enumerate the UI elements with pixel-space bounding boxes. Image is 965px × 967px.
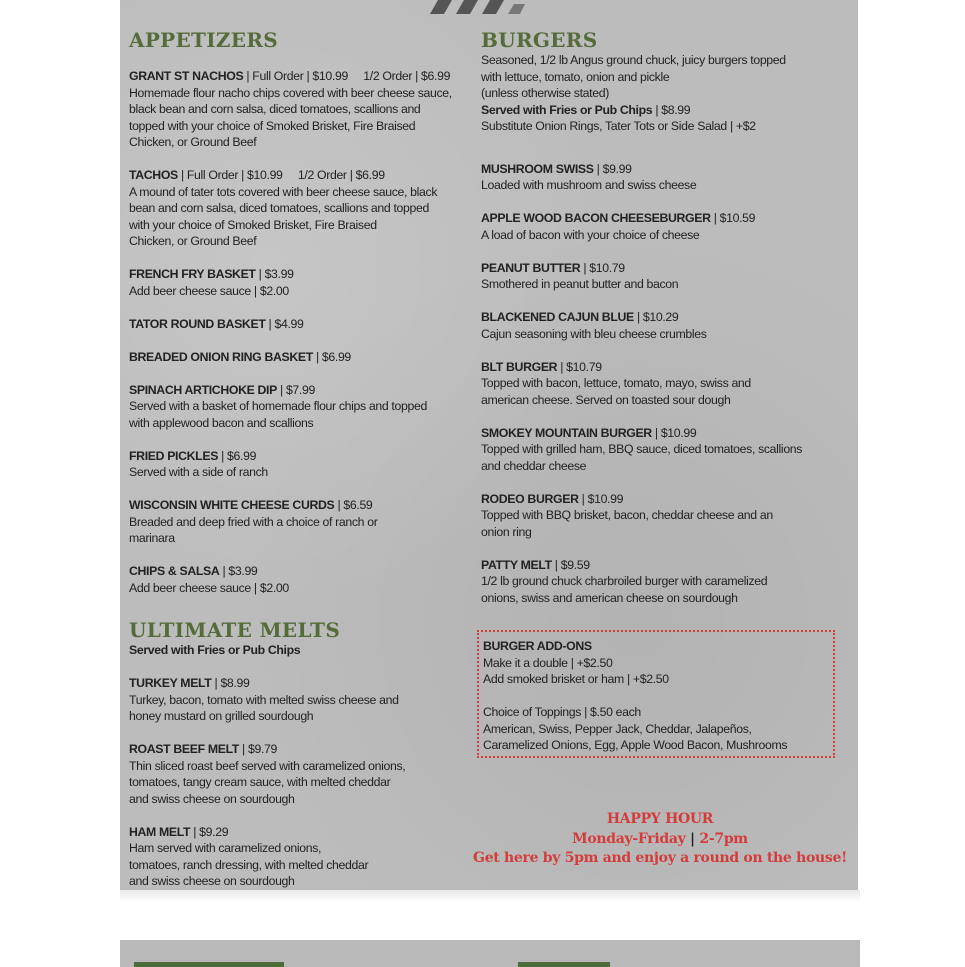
- item-desc: and cheddar cheese: [481, 458, 587, 473]
- item-desc: Topped with bacon, lettuce, tomato, mayo, swiss and: [481, 376, 751, 390]
- addon-line: Make it a double | +$2.50: [483, 655, 613, 670]
- item-desc: onions, swiss and american cheese on sourdough: [481, 590, 738, 605]
- item-desc: Smothered in peanut butter and bacon: [481, 277, 679, 291]
- item-desc: Loaded with mushroom and swiss cheese: [481, 178, 697, 192]
- item-desc: A load of bacon with your choice of cheese: [481, 227, 700, 242]
- menu-item-patty-melt: PATTY MELT | $9.59 1/2 lb ground chuck charbroiled burger with caramelized onions, swiss and american cheese on sourdough: [481, 557, 851, 607]
- right-column: [481, 28, 851, 606]
- item-desc: american cheese. Served on toasted sour dough: [481, 392, 731, 407]
- menu-item-roast-beef-melt: ROAST BEEF MELT | $9.79 Thin sliced roast beef served with caramelized onions, tomatoes, tangy cream sauce, with melted cheddar and swiss cheese on sourdough: [129, 741, 481, 807]
- item-desc: Chicken, or Ground Beef: [129, 135, 257, 149]
- addon-line: American, Swiss, Pepper Jack, Cheddar, Jalapeños,: [483, 721, 752, 736]
- menu-item-rodeo-burger: RODEO BURGER | $10.99 Topped with BBQ brisket, bacon, cheddar cheese and an onion ring: [481, 491, 851, 541]
- item-desc: Breaded and deep fried with a choice of ranch or: [129, 514, 378, 529]
- item-desc: onion ring: [481, 524, 532, 539]
- menu-item-nachos: GRANT ST NACHOS | Full Order | $10.99 1/2 Order | $6.99 Homemade flour nacho chips covered with beer cheese sauce, black bean and corn salsa, diced tomatoes, scallions and topped with your choice of Smoked Brisket, Fire Braised Chicken, or Ground Beef: [129, 68, 481, 151]
- happy-hour-tagline: Get here by 5pm and enjoy a round on the house!: [473, 850, 847, 866]
- menu-item-applewood-cheeseburger: APPLE WOOD BACON CHEESEBURGER | $10.59 A load of bacon with your choice of cheese: [481, 210, 851, 243]
- item-desc: tomatoes, tangy cream sauce, with melted cheddar: [129, 775, 391, 789]
- next-page-heading-bar: [518, 962, 610, 967]
- logo-fragment-icon: [430, 0, 525, 14]
- item-desc: Served with a basket of homemade flour chips and topped: [129, 399, 427, 413]
- menu-item-onion-ring-basket: BREADED ONION RING BASKET | $6.99: [129, 349, 351, 364]
- addon-line: Caramelized Onions, Egg, Apple Wood Bacon, Mushrooms: [483, 738, 788, 752]
- addon-line: Choice of Toppings | $.50 each: [483, 705, 641, 719]
- burgers-heading: BURGERS: [481, 28, 598, 52]
- menu-item-french-fry-basket: FRENCH FRY BASKET | $3.99 Add beer cheese sauce | $2.00: [129, 266, 481, 299]
- menu-item-tachos: TACHOS | Full Order | $10.99 1/2 Order | $6.99 A mound of tater tots covered with beer cheese sauce, black bean and corn salsa, diced tomatoes, scallions and topped with your choice of Smoked Brisket, Fire Braised Chicken, or Ground Beef: [129, 167, 481, 250]
- item-desc: A mound of tater tots covered with beer cheese sauce, black: [129, 184, 438, 199]
- melts-subheading: Served with Fries or Pub Chips: [129, 643, 301, 657]
- menu-item-spinach-dip: SPINACH ARTICHOKE DIP | $7.99 Served with a basket of homemade flour chips and topped with applewood bacon and scallions: [129, 382, 481, 432]
- item-desc: black bean and corn salsa, diced tomatoes, scallions and: [129, 102, 421, 116]
- menu-page: [120, 0, 858, 890]
- menu-item-turkey-melt: TURKEY MELT | $8.99 Turkey, bacon, tomato with melted swiss cheese and honey mustard on grilled sourdough: [129, 675, 481, 725]
- item-desc: Add beer cheese sauce | $2.00: [129, 283, 289, 298]
- menu-item-peanut-butter: PEANUT BUTTER | $10.79 Smothered in peanut butter and bacon: [481, 260, 851, 293]
- happy-hour-time: 2-7pm: [699, 830, 748, 847]
- item-desc: and swiss cheese on sourdough: [129, 874, 295, 888]
- menu-item-fried-pickles: FRIED PICKLES | $6.99 Served with a side of ranch: [129, 448, 481, 481]
- happy-hour-title: HAPPY HOUR: [606, 811, 714, 827]
- item-desc: Ham served with caramelized onions,: [129, 841, 322, 855]
- burgers-intro: Seasoned, 1/2 lb Angus ground chuck, juicy burgers topped with lettuce, tomato, onion and pickle (unless otherwise stated) Served with Fries or Pub Chips | $8.99 Substitute Onion Rings, Tater Tots or Side Salad | +$2: [481, 53, 786, 133]
- happy-hour-block: [460, 810, 858, 869]
- addon-line: Add smoked brisket or ham | +$2.50: [483, 672, 669, 686]
- item-desc: Topped with grilled ham, BBQ sauce, diced tomatoes, scallions: [481, 442, 803, 456]
- item-desc: and swiss cheese on sourdough: [129, 791, 295, 806]
- menu-item-cajun-blue: BLACKENED CAJUN BLUE | $10.29 Cajun seasoning with bleu cheese crumbles: [481, 309, 851, 342]
- item-desc: Topped with BBQ brisket, bacon, cheddar cheese and an: [481, 508, 773, 522]
- item-desc: tomatoes, ranch dressing, with melted cheddar: [129, 857, 369, 872]
- menu-item-ham-melt: HAM MELT | $9.29 Ham served with caramelized onions, tomatoes, ranch dressing, with melted cheddar and swiss cheese on sourdough: [129, 824, 481, 890]
- menu-item-cheese-curds: WISCONSIN WHITE CHEESE CURDS | $6.59 Breaded and deep fried with a choice of ranch or marinara: [129, 497, 481, 547]
- menu-item-mushroom-swiss: MUSHROOM SWISS | $9.99 Loaded with mushroom and swiss cheese: [481, 161, 851, 194]
- item-desc: 1/2 lb ground chuck charbroiled burger with caramelized: [481, 574, 768, 588]
- next-page-heading-bar: [134, 962, 284, 967]
- item-desc: Cajun seasoning with bleu cheese crumbles: [481, 326, 707, 341]
- next-page-preview: [120, 940, 860, 967]
- item-desc: bean and corn salsa, diced tomatoes, scallions and topped: [129, 201, 429, 215]
- left-column: [129, 28, 481, 890]
- item-desc: with applewood bacon and scallions: [129, 415, 314, 430]
- item-desc: Chicken, or Ground Beef: [129, 234, 257, 248]
- menu-item-smokey-mountain: SMOKEY MOUNTAIN BURGER | $10.99 Topped with grilled ham, BBQ sauce, diced tomatoes, scallions and cheddar cheese: [481, 425, 851, 475]
- menu-item-blt-burger: BLT BURGER | $10.79 Topped with bacon, lettuce, tomato, mayo, swiss and american cheese. Served on toasted sour dough: [481, 359, 851, 409]
- page-shadow: [120, 890, 860, 902]
- item-desc: topped with your choice of Smoked Brisket, Fire Braised: [129, 118, 416, 133]
- addons-heading: BURGER ADD-ONS: [483, 639, 592, 653]
- appetizers-heading: APPETIZERS: [129, 28, 278, 52]
- item-desc: Thin sliced roast beef served with caramelized onions,: [129, 758, 406, 773]
- menu-item-chips-salsa: CHIPS & SALSA | $3.99 Add beer cheese sauce | $2.00: [129, 563, 481, 596]
- item-desc: marinara: [129, 531, 175, 545]
- item-desc: with your choice of Smoked Brisket, Fire Braised: [129, 217, 377, 232]
- menu-item-tator-round-basket: TATOR ROUND BASKET | $4.99: [129, 316, 304, 331]
- item-desc: Homemade flour nacho chips covered with beer cheese sauce,: [129, 85, 452, 100]
- item-desc: honey mustard on grilled sourdough: [129, 709, 314, 723]
- happy-hour-separator: |: [685, 830, 700, 847]
- melts-heading: ULTIMATE MELTS: [129, 618, 341, 642]
- burger-addons-box: [477, 630, 835, 758]
- item-desc: Turkey, bacon, tomato with melted swiss cheese and: [129, 692, 399, 707]
- item-desc: Served with a side of ranch: [129, 465, 268, 479]
- happy-hour-days: Monday-Friday: [572, 830, 686, 847]
- item-desc: Add beer cheese sauce | $2.00: [129, 580, 289, 595]
